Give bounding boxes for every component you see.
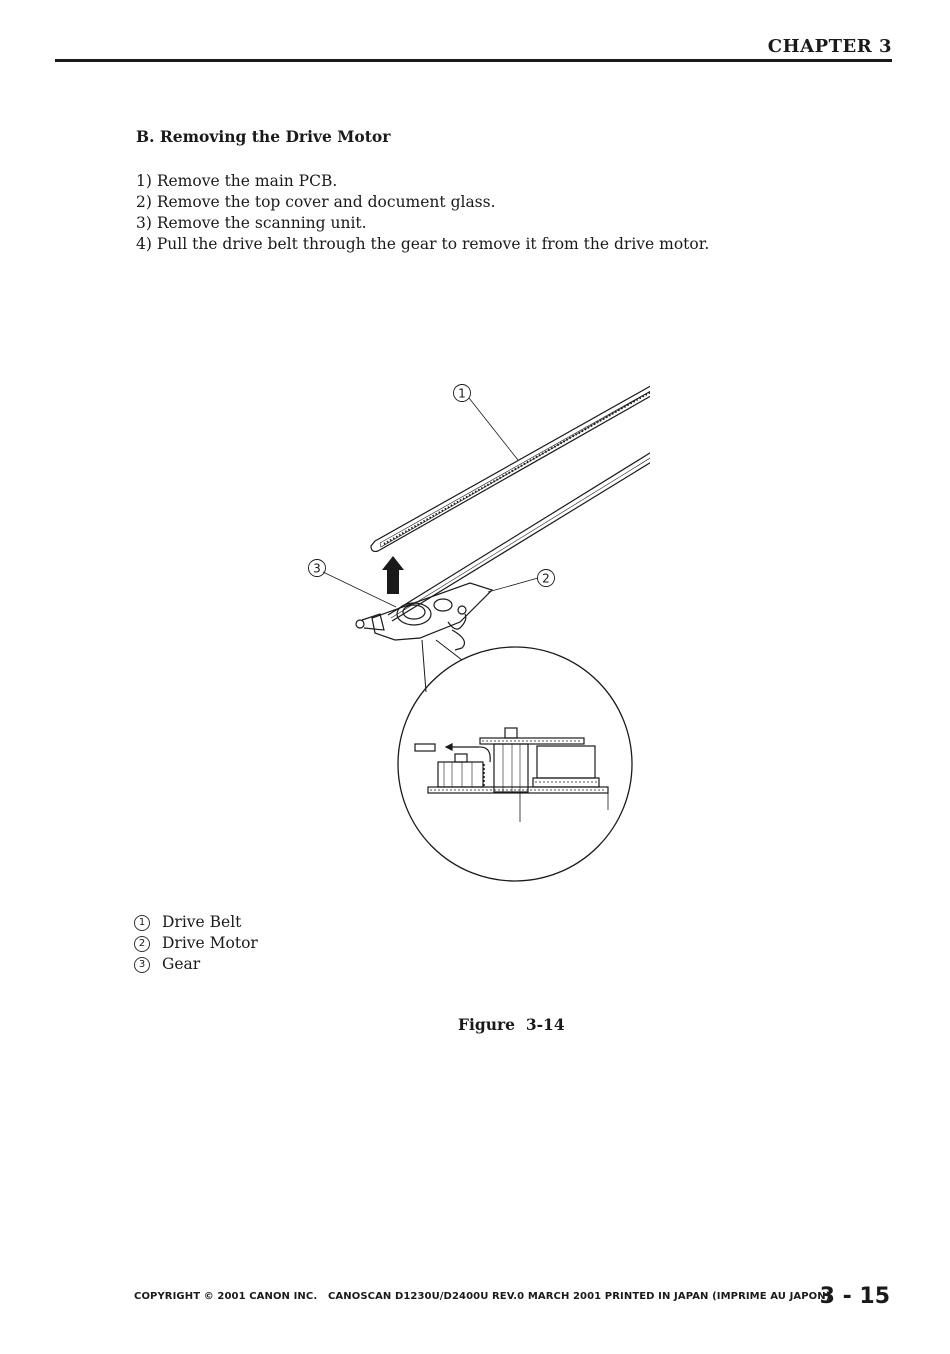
step-item: 1) Remove the main PCB. <box>136 172 338 190</box>
step-item: 3) Remove the scanning unit. <box>136 214 367 232</box>
callout-2 <box>538 570 555 587</box>
svg-text:3: 3 <box>313 561 321 576</box>
leader-line <box>488 578 538 592</box>
chapter-header: CHAPTER 3 <box>767 36 892 57</box>
leader-line <box>469 398 518 460</box>
legend-label: Gear <box>162 955 201 973</box>
section-title: B. Removing the Drive Motor <box>136 127 391 146</box>
legend-label: Drive Motor <box>162 934 258 952</box>
svg-text:1: 1 <box>458 386 466 401</box>
legend-number: 2 <box>134 936 150 952</box>
legend-number: 3 <box>134 957 150 973</box>
figure-caption: Figure 3-14 <box>458 1015 565 1034</box>
legend-label: Drive Belt <box>162 913 242 931</box>
step-item: 4) Pull the drive belt through the gear to remove it from the drive motor. <box>136 235 710 253</box>
legend-item <box>134 933 258 954</box>
leader-line <box>323 572 396 607</box>
legend-item <box>134 912 258 933</box>
callout-1 <box>454 385 471 402</box>
step-item: 2) Remove the top cover and document glass. <box>136 193 496 211</box>
drive-belt-drawing <box>371 364 650 551</box>
procedure-steps <box>136 171 709 255</box>
shaft-drawing <box>388 427 650 621</box>
figure-legend <box>134 912 258 975</box>
drive-motor-illustration <box>300 355 650 885</box>
copyright-footer: COPYRIGHT © 2001 CANON INC. CANOSCAN D1230U/D2400U REV.0 MARCH 2001 PRINTED IN JAPAN (IMPRIME AU JAPON) <box>134 1291 831 1302</box>
up-arrow-icon <box>382 556 404 594</box>
legend-number: 1 <box>134 915 150 931</box>
header-rule <box>55 59 892 62</box>
legend-item <box>134 954 258 975</box>
svg-text:2: 2 <box>542 571 550 586</box>
detail-magnifier <box>398 640 632 881</box>
page-number: 3 - 15 <box>819 1284 890 1309</box>
callout-3 <box>309 560 326 577</box>
